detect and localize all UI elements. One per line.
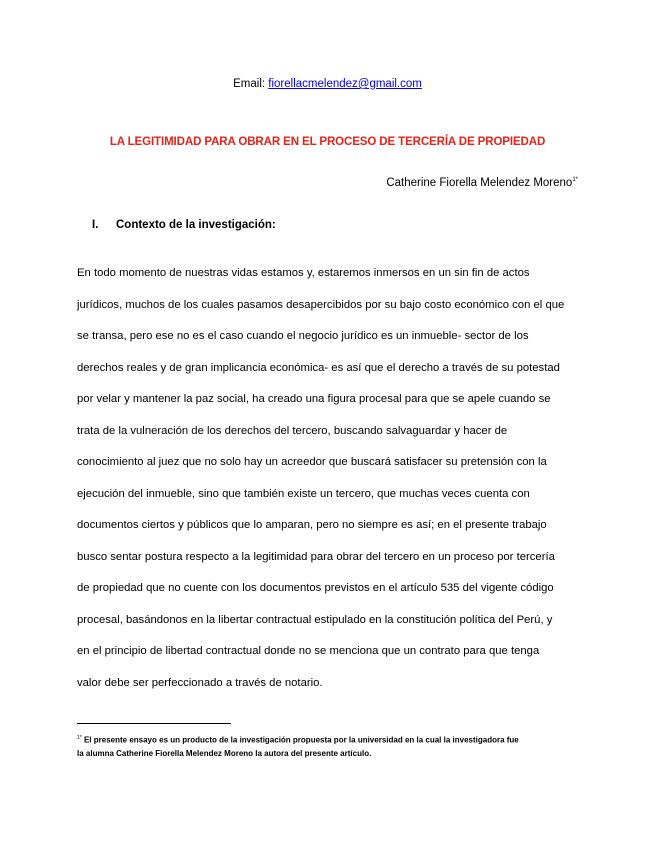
body-line: En todo momento de nuestras vidas estamos y, estaremos inmersos en un sin fin de actos xyxy=(77,267,530,279)
email-label: Email: xyxy=(233,78,269,90)
body-line: valor debe ser perfeccionado a través de notario. xyxy=(77,676,323,689)
footnote-text-line2: la alumna Catherine Fiorella Melendez Moreno la autora del presente artículo. xyxy=(77,748,372,758)
document-title: LA LEGITIMIDAD PARA OBRAR EN EL PROCESO DE TERCERÍA DE PROPIEDAD xyxy=(109,136,546,148)
body-paragraph xyxy=(77,258,580,699)
body-line: ejecución del inmueble, sino que también existe un tercero, que muchas veces cuenta con xyxy=(77,487,530,500)
section-heading xyxy=(92,219,276,231)
author-line xyxy=(386,177,578,189)
body-line: derechos reales y de gran implicancia económica- es así que el derecho a través de su potestad xyxy=(77,361,560,374)
body-line: en el principio de libertad contractual donde no se menciona que un contrato para que tenga xyxy=(77,645,540,657)
body-line: conocimiento al juez que no solo hay un acreedor que buscará satisfacer su pretensión con la xyxy=(77,456,547,468)
section-number: I. xyxy=(92,219,99,231)
body-line: documentos ciertos y públicos que lo amparan, pero no siempre es así; en el presente trabajo xyxy=(77,519,547,531)
section-title: Contexto de la investigación: xyxy=(116,219,276,231)
footnote-divider xyxy=(77,723,231,724)
email-link[interactable]: fiorellacmelendez@gmail.com xyxy=(268,78,422,90)
body-line: de propiedad que no cuente con los documentos previstos en el artículo 535 del vigente código xyxy=(77,582,554,594)
footnote-mark: 1* xyxy=(77,735,82,741)
body-line: por velar y mantener la paz social, ha creado una figura procesal para que se apele cuando se xyxy=(77,393,551,405)
body-line: busco sentar postura respecto a la legitimidad para obrar del tercero en un proceso por tercería xyxy=(77,550,555,563)
footnote-text-line1: El presente ensayo es un producto de la investigación propuesta por la universidad en la cual la investigadora fue xyxy=(83,735,519,745)
body-line: trata de la vulneración de los derechos del tercero, buscando salvaguardar y hacer de xyxy=(77,424,508,437)
author-name: Catherine Fiorella Melendez Moreno xyxy=(386,177,573,189)
body-line: procesal, basándonos en la libertar contractual estipulado en la constitución política del Perú, y xyxy=(77,613,553,626)
email-line xyxy=(0,78,655,90)
body-line: se transa, pero ese no es el caso cuando el negocio jurídico es un inmueble- sector de los xyxy=(77,330,529,342)
body-line: jurídicos, muchos de los cuales pasamos desapercibidos por su bajo costo económico con el que xyxy=(77,298,565,311)
author-footnote-mark: 1* xyxy=(572,177,578,184)
footnote xyxy=(77,732,577,760)
